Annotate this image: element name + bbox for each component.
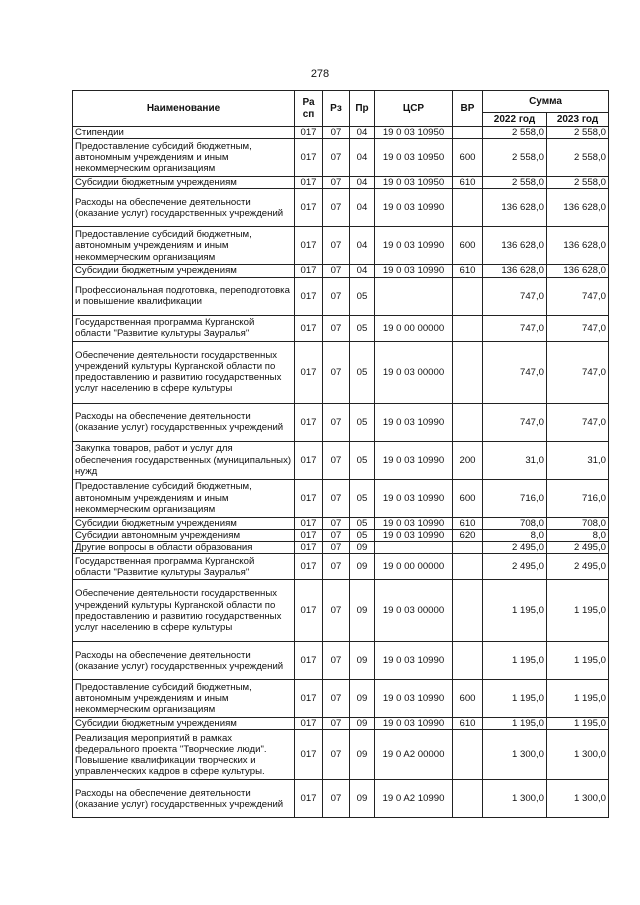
- cell-pr: 04: [350, 139, 375, 177]
- cell-name: Государственная программа Курганской области "Развитие культуры Зауралья": [73, 315, 295, 341]
- cell-rz: 07: [323, 479, 350, 517]
- cell-rasp: 017: [295, 718, 323, 730]
- cell-vr: 610: [453, 718, 483, 730]
- cell-rasp: 017: [295, 139, 323, 177]
- cell-rasp: 017: [295, 341, 323, 403]
- table-row: [73, 554, 609, 580]
- cell-name: Предоставление субсидий бюджетным, автономным учреждениям и иным некоммерческим организациям: [73, 227, 295, 265]
- cell-2023: 1 300,0: [547, 730, 609, 780]
- table-row: [73, 780, 609, 818]
- table-row: [73, 479, 609, 517]
- cell-vr: [453, 315, 483, 341]
- cell-rz: 07: [323, 139, 350, 177]
- table-row: [73, 277, 609, 315]
- table-row: [73, 227, 609, 265]
- cell-csr: [375, 277, 453, 315]
- cell-2022: 1 195,0: [483, 718, 547, 730]
- cell-rasp: 017: [295, 403, 323, 441]
- cell-name: Закупка товаров, работ и услуг для обеспечения государственных (муниципальных) нужд: [73, 441, 295, 479]
- header-rz: Рз: [323, 91, 350, 127]
- cell-vr: [453, 341, 483, 403]
- cell-csr: 19 0 00 00000: [375, 315, 453, 341]
- cell-name: Субсидии бюджетным учреждениям: [73, 265, 295, 277]
- cell-rasp: 017: [295, 127, 323, 139]
- cell-2023: 1 195,0: [547, 680, 609, 718]
- cell-csr: 19 0 03 10990: [375, 529, 453, 541]
- cell-name: Расходы на обеспечение деятельности (оказание услуг) государственных учреждений: [73, 780, 295, 818]
- cell-pr: 05: [350, 277, 375, 315]
- table-row: [73, 542, 609, 554]
- cell-2022: 136 628,0: [483, 265, 547, 277]
- cell-2022: 2 558,0: [483, 177, 547, 189]
- cell-csr: 19 0 03 10950: [375, 139, 453, 177]
- cell-pr: 09: [350, 542, 375, 554]
- cell-rasp: 017: [295, 642, 323, 680]
- header-name: Наименование: [73, 91, 295, 127]
- table-row: [73, 341, 609, 403]
- cell-2023: 1 195,0: [547, 642, 609, 680]
- cell-rasp: 017: [295, 780, 323, 818]
- cell-2022: 2 495,0: [483, 554, 547, 580]
- cell-name: Другие вопросы в области образования: [73, 542, 295, 554]
- cell-rz: 07: [323, 265, 350, 277]
- cell-2023: 1 300,0: [547, 780, 609, 818]
- cell-2023: 31,0: [547, 441, 609, 479]
- cell-csr: 19 0 03 00000: [375, 341, 453, 403]
- table-row: [73, 529, 609, 541]
- cell-rasp: 017: [295, 680, 323, 718]
- cell-vr: 600: [453, 139, 483, 177]
- cell-2022: 2 495,0: [483, 542, 547, 554]
- cell-vr: 620: [453, 529, 483, 541]
- cell-name: Предоставление субсидий бюджетным, автономным учреждениям и иным некоммерческим организациям: [73, 680, 295, 718]
- cell-pr: 04: [350, 177, 375, 189]
- cell-csr: 19 0 03 10990: [375, 479, 453, 517]
- cell-2023: 136 628,0: [547, 189, 609, 227]
- cell-name: Предоставление субсидий бюджетным, автономным учреждениям и иным некоммерческим организациям: [73, 139, 295, 177]
- cell-2022: 8,0: [483, 529, 547, 541]
- cell-pr: 05: [350, 341, 375, 403]
- cell-csr: 19 0 03 10990: [375, 517, 453, 529]
- cell-rz: 07: [323, 542, 350, 554]
- cell-2023: 2 558,0: [547, 177, 609, 189]
- cell-vr: 610: [453, 517, 483, 529]
- cell-2022: 1 195,0: [483, 642, 547, 680]
- table-row: [73, 718, 609, 730]
- cell-name: Предоставление субсидий бюджетным, автономным учреждениям и иным некоммерческим организациям: [73, 479, 295, 517]
- cell-pr: 05: [350, 517, 375, 529]
- cell-rz: 07: [323, 277, 350, 315]
- cell-rz: 07: [323, 341, 350, 403]
- cell-vr: [453, 403, 483, 441]
- cell-rasp: 017: [295, 265, 323, 277]
- cell-rasp: 017: [295, 315, 323, 341]
- cell-2022: 31,0: [483, 441, 547, 479]
- cell-name: Расходы на обеспечение деятельности (оказание услуг) государственных учреждений: [73, 403, 295, 441]
- cell-2023: 8,0: [547, 529, 609, 541]
- cell-pr: 09: [350, 554, 375, 580]
- cell-rasp: 017: [295, 277, 323, 315]
- cell-rasp: 017: [295, 479, 323, 517]
- header-pr: Пр: [350, 91, 375, 127]
- cell-pr: 04: [350, 227, 375, 265]
- header-year-2022: 2022 год: [483, 113, 547, 127]
- cell-2023: 747,0: [547, 403, 609, 441]
- cell-vr: [453, 780, 483, 818]
- table-body: [73, 127, 609, 818]
- cell-name: Субсидии бюджетным учреждениям: [73, 177, 295, 189]
- cell-2023: 716,0: [547, 479, 609, 517]
- cell-rasp: 017: [295, 580, 323, 642]
- table-row: [73, 139, 609, 177]
- cell-csr: 19 0 03 10990: [375, 718, 453, 730]
- cell-csr: 19 0 03 10990: [375, 680, 453, 718]
- cell-pr: 05: [350, 529, 375, 541]
- cell-rz: 07: [323, 554, 350, 580]
- cell-vr: [453, 580, 483, 642]
- cell-rz: 07: [323, 642, 350, 680]
- cell-2022: 136 628,0: [483, 227, 547, 265]
- cell-2023: 2 495,0: [547, 542, 609, 554]
- cell-vr: 600: [453, 680, 483, 718]
- table-row: [73, 127, 609, 139]
- cell-csr: 19 0 00 00000: [375, 554, 453, 580]
- cell-2023: 747,0: [547, 315, 609, 341]
- cell-csr: 19 0 03 10990: [375, 265, 453, 277]
- cell-name: Субсидии бюджетным учреждениям: [73, 718, 295, 730]
- cell-rz: 07: [323, 189, 350, 227]
- cell-rasp: 017: [295, 730, 323, 780]
- cell-csr: 19 0 03 00000: [375, 580, 453, 642]
- table-row: [73, 580, 609, 642]
- cell-2023: 747,0: [547, 341, 609, 403]
- cell-2022: 747,0: [483, 315, 547, 341]
- cell-rasp: 017: [295, 554, 323, 580]
- cell-pr: 04: [350, 127, 375, 139]
- cell-rasp: 017: [295, 227, 323, 265]
- cell-csr: 19 0 A2 10990: [375, 780, 453, 818]
- cell-rasp: 017: [295, 517, 323, 529]
- cell-name: Расходы на обеспечение деятельности (оказание услуг) государственных учреждений: [73, 189, 295, 227]
- cell-pr: 05: [350, 403, 375, 441]
- cell-rasp: 017: [295, 189, 323, 227]
- header-year-2023: 2023 год: [547, 113, 609, 127]
- cell-name: Обеспечение деятельности государственных учреждений культуры Курганской области по предоставлению и развитию государственных услуг населению в сфере культуры: [73, 580, 295, 642]
- cell-pr: 05: [350, 315, 375, 341]
- cell-2022: 1 195,0: [483, 680, 547, 718]
- cell-2022: 1 300,0: [483, 780, 547, 818]
- header-vr: ВР: [453, 91, 483, 127]
- cell-2022: 716,0: [483, 479, 547, 517]
- cell-vr: [453, 542, 483, 554]
- cell-2023: 2 495,0: [547, 554, 609, 580]
- cell-name: Стипендии: [73, 127, 295, 139]
- cell-rz: 07: [323, 403, 350, 441]
- table-row: [73, 517, 609, 529]
- header-rasp: Ра сп: [295, 91, 323, 127]
- cell-csr: 19 0 03 10990: [375, 642, 453, 680]
- page-number: 278: [310, 68, 330, 80]
- cell-2022: 747,0: [483, 403, 547, 441]
- cell-name: Субсидии автономным учреждениям: [73, 529, 295, 541]
- cell-vr: 600: [453, 227, 483, 265]
- cell-rz: 07: [323, 127, 350, 139]
- cell-csr: 19 0 A2 00000: [375, 730, 453, 780]
- cell-vr: [453, 554, 483, 580]
- cell-rz: 07: [323, 315, 350, 341]
- cell-name: Обеспечение деятельности государственных учреждений культуры Курганской области по предоставлению и развитию государственных услуг населению в сфере культуры: [73, 341, 295, 403]
- cell-2022: 747,0: [483, 341, 547, 403]
- table-row: [73, 177, 609, 189]
- cell-2023: 747,0: [547, 277, 609, 315]
- cell-2022: 708,0: [483, 517, 547, 529]
- cell-rz: 07: [323, 529, 350, 541]
- cell-pr: 09: [350, 680, 375, 718]
- cell-vr: [453, 127, 483, 139]
- table-row: [73, 265, 609, 277]
- cell-rasp: 017: [295, 529, 323, 541]
- table-row: [73, 642, 609, 680]
- cell-vr: [453, 189, 483, 227]
- cell-rz: 07: [323, 441, 350, 479]
- cell-2023: 136 628,0: [547, 227, 609, 265]
- cell-csr: 19 0 03 10990: [375, 441, 453, 479]
- cell-vr: 610: [453, 265, 483, 277]
- table-row: [73, 189, 609, 227]
- table-header: [73, 91, 609, 127]
- table-row: [73, 730, 609, 780]
- table-row: [73, 403, 609, 441]
- cell-vr: 600: [453, 479, 483, 517]
- cell-rz: 07: [323, 680, 350, 718]
- cell-2022: 136 628,0: [483, 189, 547, 227]
- cell-csr: 19 0 03 10990: [375, 403, 453, 441]
- header-csr: ЦСР: [375, 91, 453, 127]
- cell-rz: 07: [323, 730, 350, 780]
- table-row: [73, 680, 609, 718]
- cell-pr: 09: [350, 642, 375, 680]
- cell-2022: 747,0: [483, 277, 547, 315]
- cell-2023: 2 558,0: [547, 127, 609, 139]
- cell-name: Расходы на обеспечение деятельности (оказание услуг) государственных учреждений: [73, 642, 295, 680]
- cell-csr: 19 0 03 10950: [375, 177, 453, 189]
- cell-2022: 2 558,0: [483, 127, 547, 139]
- cell-2023: 2 558,0: [547, 139, 609, 177]
- cell-name: Субсидии бюджетным учреждениям: [73, 517, 295, 529]
- cell-vr: 610: [453, 177, 483, 189]
- table-row: [73, 441, 609, 479]
- cell-rz: 07: [323, 227, 350, 265]
- cell-pr: 09: [350, 730, 375, 780]
- cell-rz: 07: [323, 517, 350, 529]
- cell-vr: [453, 642, 483, 680]
- cell-name: Профессиональная подготовка, переподготовка и повышение квалификации: [73, 277, 295, 315]
- cell-rasp: 017: [295, 542, 323, 554]
- cell-rz: 07: [323, 718, 350, 730]
- cell-rz: 07: [323, 177, 350, 189]
- cell-rz: 07: [323, 580, 350, 642]
- cell-csr: 19 0 03 10950: [375, 127, 453, 139]
- cell-csr: 19 0 03 10990: [375, 227, 453, 265]
- cell-pr: 09: [350, 580, 375, 642]
- cell-pr: 09: [350, 780, 375, 818]
- cell-pr: 09: [350, 718, 375, 730]
- cell-csr: 19 0 03 10990: [375, 189, 453, 227]
- cell-pr: 05: [350, 479, 375, 517]
- cell-vr: [453, 277, 483, 315]
- cell-rz: 07: [323, 780, 350, 818]
- cell-name: Реализация мероприятий в рамках федерального проекта "Творческие люди". Повышение квалификации творческих и управленческих кадров в сфере культуры.: [73, 730, 295, 780]
- table-row: [73, 315, 609, 341]
- cell-vr: 200: [453, 441, 483, 479]
- cell-rasp: 017: [295, 177, 323, 189]
- cell-rasp: 017: [295, 441, 323, 479]
- cell-2022: 2 558,0: [483, 139, 547, 177]
- cell-vr: [453, 730, 483, 780]
- cell-csr: [375, 542, 453, 554]
- header-sum: Сумма: [483, 91, 609, 113]
- cell-pr: 05: [350, 441, 375, 479]
- cell-2022: 1 195,0: [483, 580, 547, 642]
- cell-2023: 1 195,0: [547, 580, 609, 642]
- cell-pr: 04: [350, 189, 375, 227]
- cell-2023: 1 195,0: [547, 718, 609, 730]
- cell-2023: 136 628,0: [547, 265, 609, 277]
- cell-name: Государственная программа Курганской области "Развитие культуры Зауралья": [73, 554, 295, 580]
- cell-2023: 708,0: [547, 517, 609, 529]
- cell-2022: 1 300,0: [483, 730, 547, 780]
- budget-table: [72, 90, 609, 818]
- cell-pr: 04: [350, 265, 375, 277]
